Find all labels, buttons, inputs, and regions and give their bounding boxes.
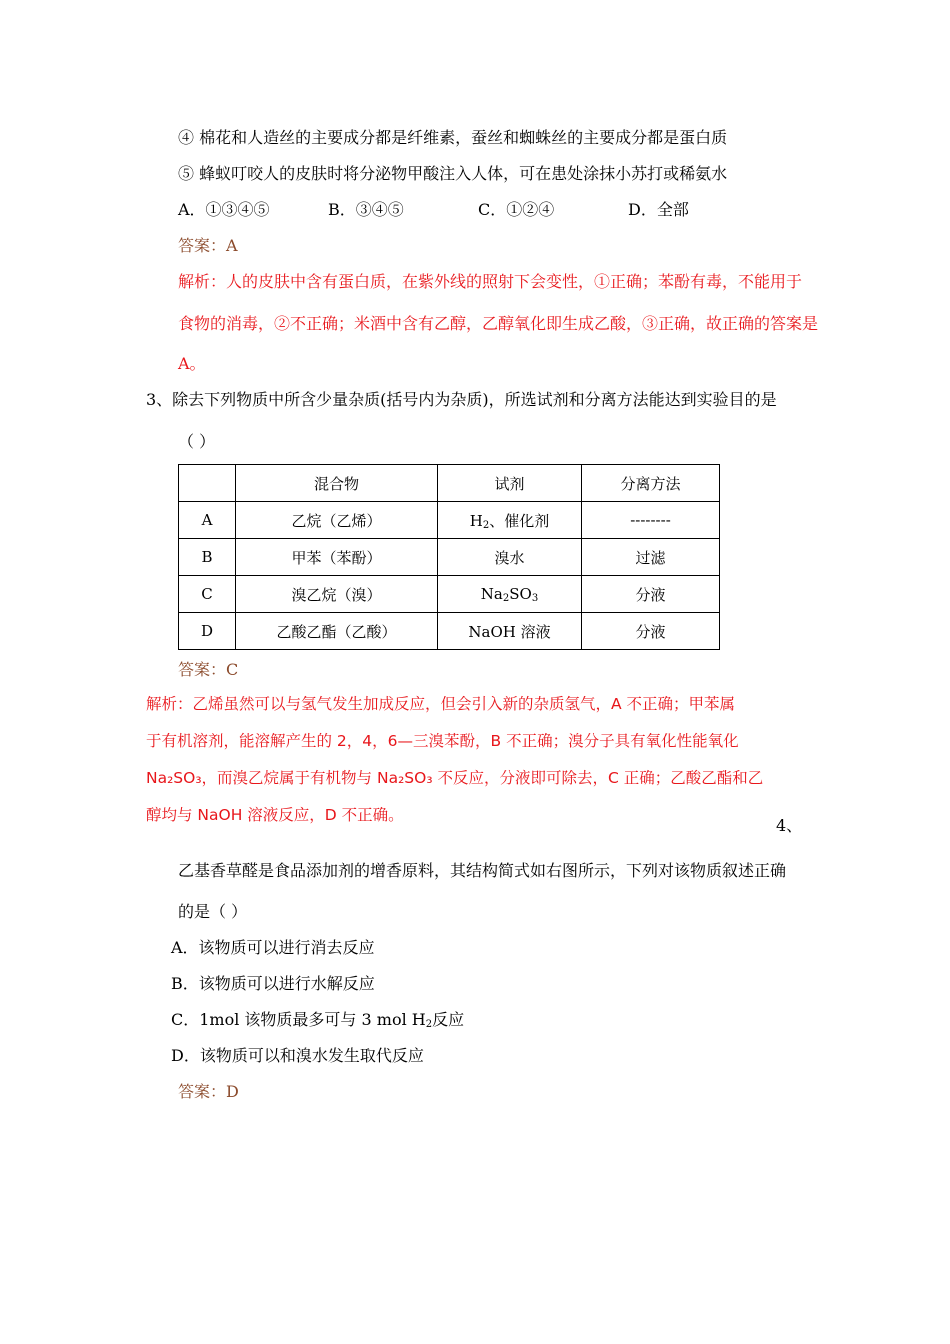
- q3-answer: 答案：C: [178, 660, 239, 679]
- row-reagent: NaOH 溶液: [438, 613, 582, 650]
- table-row: [179, 539, 720, 576]
- row-method: --------: [582, 502, 720, 539]
- row-reagent: $Na_2SO_3$: [438, 576, 582, 613]
- row-mixture: 乙酸乙酯（乙酸）: [236, 613, 438, 650]
- q2-option-c: C．①②④: [478, 200, 555, 219]
- row-label: D: [179, 613, 236, 650]
- q2-option-b: B．③④⑤: [328, 200, 404, 219]
- q2-item-4: ④ 棉花和人造丝的主要成分都是纤维素，蚕丝和蜘蛛丝的主要成分都是蛋白质: [178, 128, 728, 147]
- table-header-mixture: 混合物: [236, 465, 438, 502]
- row-label: C: [179, 576, 236, 613]
- row-label: B: [179, 539, 236, 576]
- table-header-cell: [179, 465, 236, 502]
- q4-option-d: D．该物质可以和溴水发生取代反应: [171, 1046, 424, 1065]
- q2-option-d: D．全部: [628, 200, 689, 219]
- row-label: A: [179, 502, 236, 539]
- table-header-row: [179, 465, 720, 502]
- table-header-reagent: 试剂: [438, 465, 582, 502]
- q2-option-a: A．①③④⑤: [178, 200, 270, 219]
- q2-item-5: ⑤ 蜂蚁叮咬人的皮肤时将分泌物甲酸注入人体，可在患处涂抹小苏打或稀氨水: [178, 164, 728, 183]
- q2-analysis-line-1: 解析：人的皮肤中含有蛋白质，在紫外线的照射下会变性，①正确；苯酚有毒，不能用于: [178, 272, 803, 291]
- row-reagent: 溴水: [438, 539, 582, 576]
- row-method: 分液: [582, 613, 720, 650]
- row-mixture: 甲苯（苯酚）: [236, 539, 438, 576]
- q2-answer: 答案：A: [178, 236, 238, 255]
- table-row: [179, 576, 720, 613]
- q4-option-b: B．该物质可以进行水解反应: [171, 974, 375, 993]
- row-method: 过滤: [582, 539, 720, 576]
- q4-option-c: C．1mol 该物质最多可与 3 mol $H_2$反应: [171, 1010, 465, 1030]
- row-mixture: 乙烷（乙烯）: [236, 502, 438, 539]
- q3-paren: （ ）: [178, 432, 216, 451]
- q2-analysis-line-3: A。: [178, 354, 206, 373]
- q4-number: 4、: [776, 816, 803, 835]
- table-header-method: 分离方法: [582, 465, 720, 502]
- q4-stem-line-1: 乙基香草醛是食品添加剂的增香原料，其结构简式如右图所示，下列对该物质叙述正确: [178, 861, 787, 880]
- row-mixture: 溴乙烷（溴）: [236, 576, 438, 613]
- q3-analysis-line-3: Na₂SO₃，而溴乙烷属于有机物与 Na₂SO₃ 不反应，分液即可除去，C 正确；乙酸乙酯和乙: [146, 769, 764, 787]
- q3-analysis-line-2: 于有机溶剂，能溶解产生的 2，4，6—三溴苯酚，B 不正确；溴分子具有氧化性能氧化: [146, 732, 739, 750]
- q4-option-a: A．该物质可以进行消去反应: [171, 938, 375, 957]
- row-method: 分液: [582, 576, 720, 613]
- q3-stem: 3、除去下列物质中所含少量杂质(括号内为杂质)，所选试剂和分离方法能达到实验目的是: [146, 390, 777, 409]
- q3-analysis-line-4: 醇均与 NaOH 溶液反应，D 不正确。: [146, 806, 404, 824]
- row-reagent: $H_2$、催化剂: [438, 502, 582, 539]
- table-row: [179, 502, 720, 539]
- q3-options-table: [178, 464, 720, 650]
- q3-analysis-line-1: 解析：乙烯虽然可以与氢气发生加成反应，但会引入新的杂质氢气，A 不正确；甲苯属: [146, 695, 736, 713]
- table-row: [179, 613, 720, 650]
- q4-answer: 答案：D: [178, 1082, 239, 1101]
- q4-stem-line-2: 的是（ ）: [178, 902, 248, 921]
- q2-analysis-line-2: 食物的消毒，②不正确；米酒中含有乙醇，乙醇氧化即生成乙酸，③正确，故正确的答案是: [178, 314, 819, 333]
